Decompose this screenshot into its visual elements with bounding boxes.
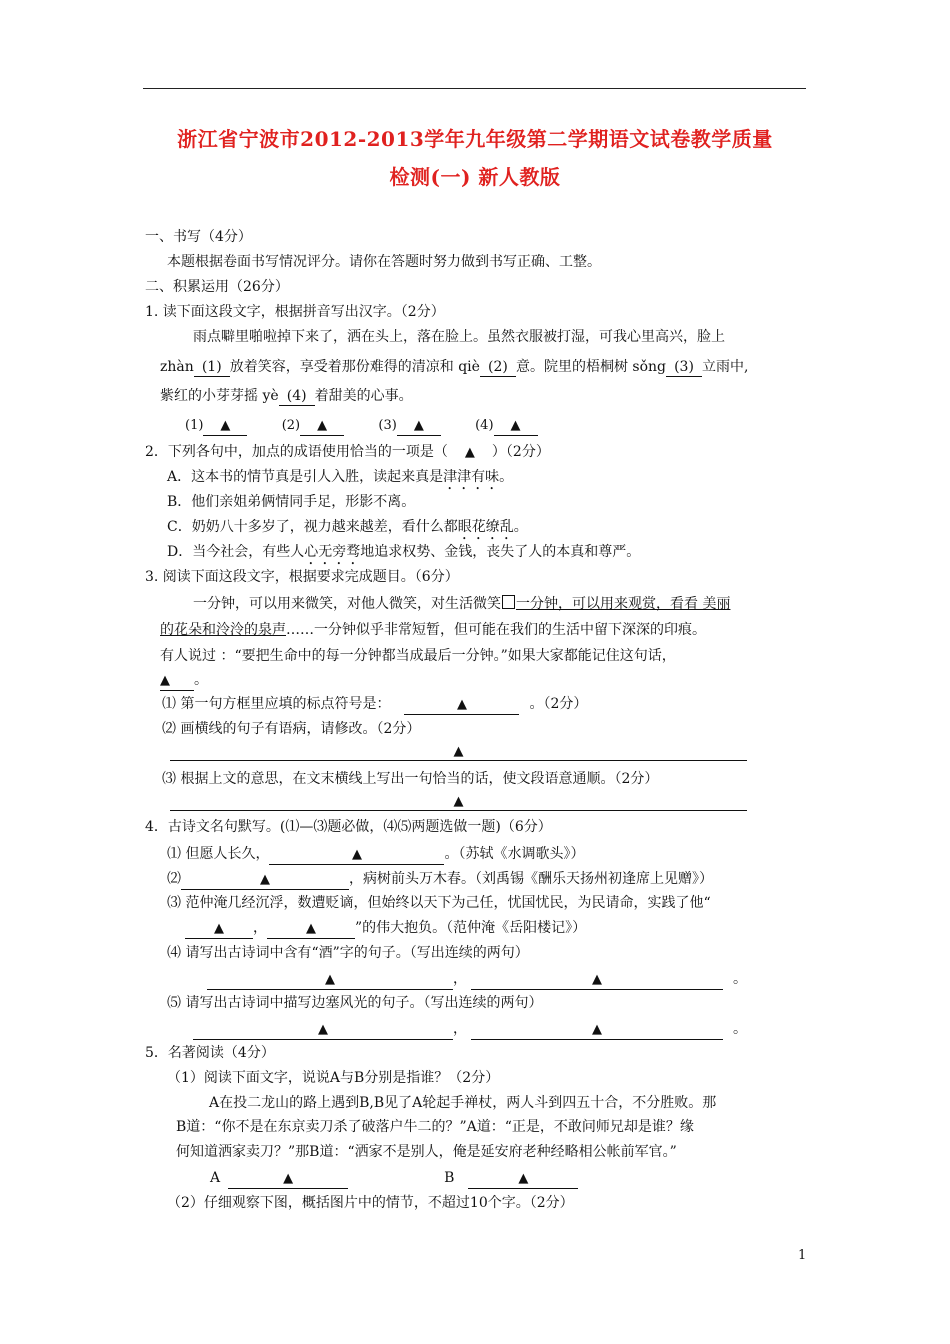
q2-option-b[interactable]: B．他们亲姐弟俩情同手足，形影不离。 — [167, 494, 416, 510]
q3-stem: 3. 阅读下面这段文字，根据要求完成题目。（6分） — [145, 569, 459, 585]
q3-sub3: ⑶ 根据上文的意思，在文末横线上写出一句恰当的话，使文段语意通顺。（2分） — [162, 771, 659, 787]
q2-option-d[interactable]: D．当今社会，有些人心无旁骛地追求权势、金钱，丧失了人的本真和尊严。 — [167, 544, 641, 560]
q5-answer-a[interactable]: ▲ — [228, 1169, 348, 1189]
q4-item2-blank[interactable]: ▲ — [181, 870, 349, 890]
q4-item4-blank-1[interactable]: ▲ — [207, 970, 453, 990]
q2-option-c[interactable]: C．奶奶八十多岁了，视力越来越差，看什么都眼花缭乱。 — [167, 519, 528, 535]
q3-passage-line4: ▲ 。 — [160, 670, 208, 691]
q1-passage-line2: zhàn (1) 放着笑容，享受着那份难得的清凉和 qiè (2) 意。院里的梧桐树 sǒng (3) 立雨中, — [160, 359, 749, 375]
q1-passage-line3: 紫红的小芽芽摇 yè (4) 着甜美的心事。 — [160, 388, 413, 404]
underlined-sentence: 一分钟，可以用来观赏，看看 美丽 — [516, 596, 731, 612]
q5-passage-line2: B道：“你不是在东京卖刀杀了破落户牛二的？”A道：“正是，不敢问师兄却是谁？缘 — [176, 1119, 694, 1135]
q1-blank-1[interactable]: (1) — [194, 358, 230, 377]
q4-item3-blanks: ▲ ， ▲ ”的伟大抱负。（范仲淹《岳阳楼记》） — [185, 918, 586, 939]
q4-stem: 4．古诗文名句默写。(⑴—⑶题必做，⑷⑸两题选做一题)（6分） — [145, 819, 552, 835]
dotted-idiom: 眼花缭乱 — [457, 519, 514, 535]
q5-passage-line1: A在投二龙山的路上遇到B,B见了A轮起手禅杖，两人斗到四五十合，不分胜败。那 — [209, 1095, 717, 1111]
q1-answer-3[interactable]: ▲ — [397, 417, 441, 436]
page-number: 1 — [798, 1248, 807, 1263]
q3-passage-line2: 的花朵和泠泠的泉声……一分钟似乎非常短暂，但可能在我们的生活中留下深深的印痕。 — [160, 622, 706, 638]
dotted-idiom: 心无旁骛 — [304, 544, 361, 560]
q1-answers: (1) ▲ (2) ▲ (3) ▲ (4) ▲ — [185, 416, 538, 436]
q4-item3-blank-1[interactable]: ▲ — [185, 919, 253, 939]
q5-sub1: （1）阅读下面文字，说说A与B分别是指谁？（2分） — [167, 1070, 500, 1086]
exam-title-line2: 检测(一) 新人教版 — [389, 165, 561, 189]
q3-sub1-blank[interactable]: ▲ — [404, 695, 519, 715]
q4-item4-blanks: ▲ ， ▲ 。 — [207, 969, 747, 990]
q4-item3-blank-2[interactable]: ▲ — [267, 919, 355, 939]
q1-stem: 1. 读下面这段文字，根据拼音写出汉字。（2分） — [145, 304, 445, 320]
q4-item3: ⑶ 范仲淹几经沉浮，数遭贬谪，但始终以天下为己任，忧国忧民，为民请命，实践了他“ — [167, 895, 711, 911]
q1-blank-2[interactable]: (2) — [480, 358, 516, 377]
section1-body: 本题根据卷面书写情况评分。请你在答题时努力做到书写正确、工整。 — [167, 254, 601, 270]
q3-passage-line1: 一分钟，可以用来微笑，对他人微笑，对生活微笑 一分钟，可以用来观赏，看看 美丽 — [193, 596, 731, 612]
q4-item5-blanks: ▲ ， ▲ 。 — [193, 1019, 747, 1040]
q4-item4: ⑷ 请写出古诗词中含有“酒”字的句子。（写出连续的两句） — [167, 945, 529, 961]
exam-title-line1: 浙江省宁波市2012-2013学年九年级第二学期语文试卷教学质量 — [177, 127, 773, 151]
section2-heading: 二、积累运用（26分） — [145, 279, 289, 295]
q3-sub1: ⑴ 第一句方框里应填的标点符号是： ▲ 。（2分） — [162, 694, 587, 715]
punctuation-box[interactable] — [502, 595, 515, 609]
q1-blank-3[interactable]: (3) — [666, 358, 702, 377]
q1-blank-4[interactable]: (4) — [279, 387, 315, 406]
q3-sub3-answer-line[interactable]: ▲ — [170, 792, 747, 811]
q4-item2: ⑵ ▲ ，病树前头万木春。（刘禹锡《酬乐天扬州初逢席上见赠》） — [167, 869, 713, 890]
q4-item5: ⑸ 请写出古诗词中描写边塞风光的句子。（写出连续的两句） — [167, 995, 543, 1011]
q4-item1-blank[interactable]: ▲ — [269, 845, 444, 865]
q4-item1: ⑴ 但愿人长久， ▲ 。（苏轼《水调歌头》） — [167, 844, 584, 865]
q3-passage-line3: 有人说过 ：“要把生命中的每一分钟都当成最后一分钟。”如果大家都能记住这句话， — [160, 648, 676, 664]
q2-option-a[interactable]: A．这本书的情节真是引人入胜，读起来真是津津有味。 — [167, 469, 514, 485]
q1-answer-4[interactable]: ▲ — [494, 417, 538, 436]
q2-answer-slot[interactable]: ▲ — [464, 445, 475, 460]
q5-passage-line3: 何知道洒家卖刀？”那B道：“洒家不是别人，俺是延安府老种经略相公帐前军官。” — [176, 1144, 677, 1160]
q5-stem: 5．名著阅读（4分） — [145, 1045, 275, 1061]
underlined-sentence: 的花朵和泠泠的泉声 — [160, 622, 286, 638]
q5-sub2: （2）仔细观察下图，概括图片中的情节，不超过10个字。（2分） — [167, 1195, 574, 1211]
top-rule — [143, 88, 806, 89]
q5-answers: A ▲ B ▲ — [210, 1168, 578, 1189]
q4-item4-blank-2[interactable]: ▲ — [471, 970, 723, 990]
section1-heading: 一、书写（4分） — [145, 229, 252, 245]
q3-sub2: ⑵ 画横线的句子有语病，请修改。（2分） — [162, 721, 421, 737]
q1-answer-1[interactable]: ▲ — [203, 417, 247, 436]
q5-answer-b[interactable]: ▲ — [468, 1169, 578, 1189]
q2-stem: 2．下列各句中，加点的成语使用恰当的一项是（ ▲ ）（2分） — [145, 442, 550, 463]
q1-passage-line1: 雨点噼里啪啦掉下来了，洒在头上，落在脸上。虽然衣服被打湿，可我心里高兴，脸上 — [193, 329, 725, 345]
q4-item5-blank-1[interactable]: ▲ — [193, 1020, 453, 1040]
q3-ending-blank[interactable]: ▲ — [160, 671, 194, 691]
q1-answer-2[interactable]: ▲ — [300, 417, 344, 436]
q3-sub2-answer-line[interactable]: ▲ — [170, 742, 747, 761]
q4-item5-blank-2[interactable]: ▲ — [471, 1020, 723, 1040]
dotted-idiom: 津津有味 — [443, 469, 500, 485]
